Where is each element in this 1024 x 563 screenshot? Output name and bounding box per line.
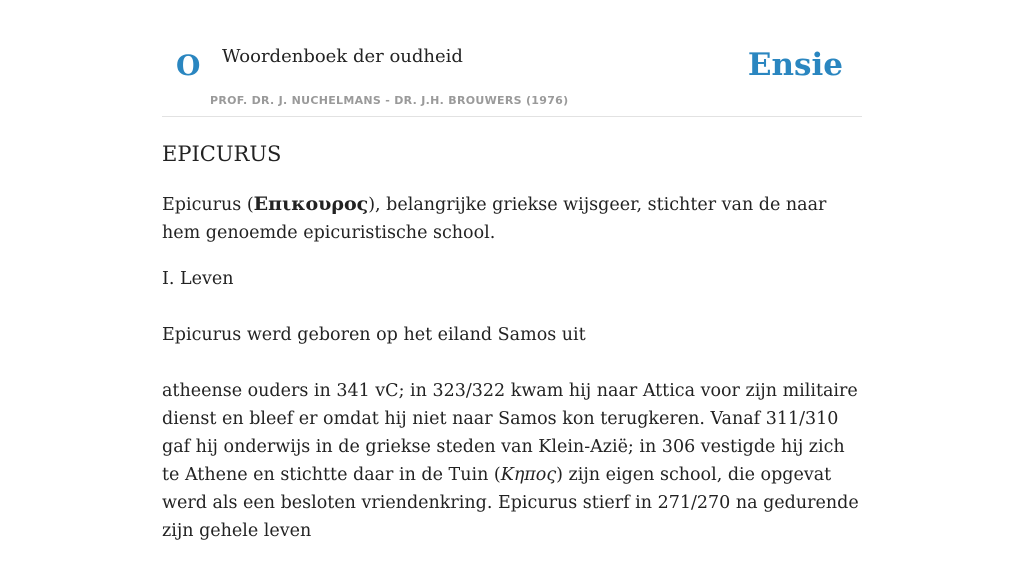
intro-text-after: ), belangrijke griekse wijsgeer, stichter van de naar hem genoemde epicuristische school. (162, 195, 827, 243)
ensie-logo-link[interactable]: Ensie (747, 47, 843, 83)
article-line: Epicurus werd geboren op het eiland Samos uit (162, 325, 586, 345)
book-header (162, 0, 862, 117)
body-text-before: atheense ouders in 341 vC; in 323/322 kwam hij naar Attica voor zijn militaire dienst en bleef er omdat hij niet naar Samos kon terugkeren. Vanaf 311/310 gaf hij onderwijs in de griekse steden van Klein-Azië; in 306 vestigde hij zich te Athene en stichtte daar in de Tuin ( (162, 381, 858, 485)
body-greek-term: Κηπος (500, 465, 557, 485)
intro-text-before: Epicurus ( (162, 195, 254, 215)
section-heading: I. Leven (162, 269, 234, 289)
book-authors: PROF. DR. J. NUCHELMANS - DR. J.H. BROUWERS (1976) (210, 94, 569, 107)
article-body (162, 377, 862, 545)
book-title[interactable]: Woordenboek der oudheid (222, 46, 463, 67)
article-headword: EPICURUS (162, 142, 282, 166)
book-letter-icon[interactable]: O (176, 49, 201, 82)
body-text-after: ) zijn eigen school, die opgevat werd als een besloten vriendenkring. Epicurus stierf in 271/270 na gedurende zijn gehele leven (162, 465, 859, 541)
intro-greek-term: Επικουρος (253, 193, 369, 215)
article (162, 138, 862, 563)
article-intro (162, 190, 862, 247)
